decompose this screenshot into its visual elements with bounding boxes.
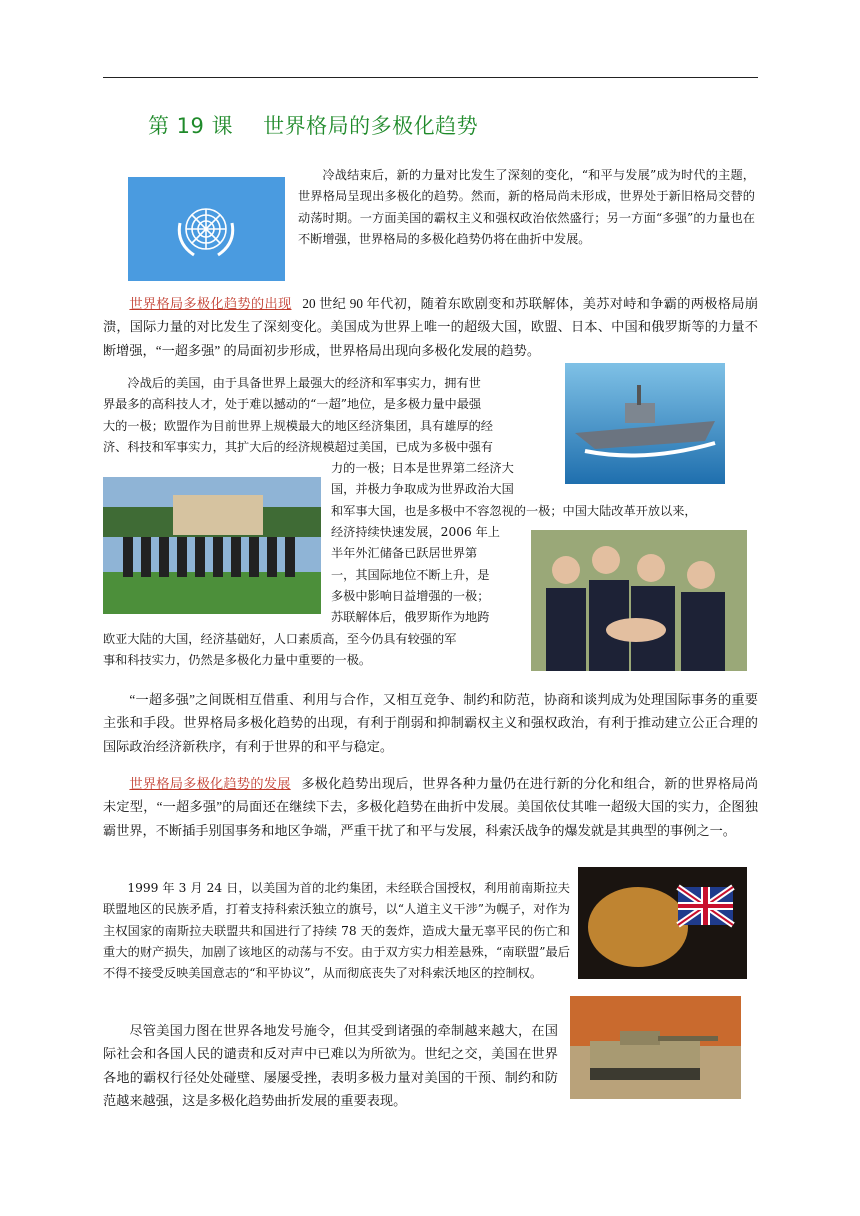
powers-line: 大的一极；欧盟作为目前世界上规模最大的地区经济集团，具有雄厚的经 [103,418,493,433]
burning-flag-photo [578,867,747,979]
header-rule [103,77,758,78]
section1-paragraph [103,292,758,362]
powers-paragraph [103,373,543,458]
powers-line: 界最多的高科技人才，处于难以撼动的“一超”地位，是多极力量中最强 [103,397,482,412]
powers-line: 力的一极；日本是世界第二经济大 [331,461,514,475]
section1-heading-link[interactable]: 世界格局多极化趋势的出现 [129,296,292,311]
powers-paragraph-middle [331,522,526,628]
closing-paragraph [103,1019,558,1113]
powers-line: 济、科技和军事实力，其扩大后的经济规模超过美国，已成为多极中强有 [103,439,493,454]
powers-line: 苏联解体后，俄罗斯作为地跨 [331,610,490,625]
section2-heading-link[interactable]: 世界格局多极化趋势的发展 [129,776,291,791]
section2-paragraph [103,772,758,842]
leaders-handshake-photo [531,530,747,671]
powers-line: 事和科技实力，仍然是多极化力量中重要的一极。 [103,653,372,668]
powers-line: 半年外汇储备已跃居世界第 [331,546,478,561]
closing-text: 尽管美国力图在世界各地发号施令，但其受到诸强的牵制越来越大，在国际社会和各国人民的谴责和反对声中已难以为所欲为。世纪之交，美国在世界各地的霸权行径处处碰壁、屡屡受挫，表明多极力量对美国的干预、制约和防范越来越强，这是多极化趋势曲折发展的重要表现。 [103,1023,558,1109]
powers-line: 多极中影响日益增强的一极； [331,588,490,603]
kosovo-paragraph [103,878,570,984]
cooperation-text: “一超多强”之间既相互借重、利用与合作，又相互竞争、制约和防范，协商和谈判成为处理国际事务的重要主张和手段。世界格局多极化趋势的出现，有利于削弱和抑制霸权主义和强权政治，有利于推动建立公正合理的国际政治经济新秩序，有利于世界的和平与稳定。 [103,692,758,754]
powers-line: 冷战后的美国，由于具备世界上最强大的经济和军事实力，拥有世 [127,376,481,390]
lesson-title: 世界格局的多极化趋势 [263,114,479,138]
powers-line: 一，其国际地位不断上升，是 [331,567,490,582]
kosovo-text: 1999 年 3 月 24 日，以美国为首的北约集团，未经联合国授权，利用前南斯拉夫联盟地区的民族矛盾，打着支持科索沃独立的旗号，以“人道主义干涉”为幌子，对作为主权国家的南斯拉夫联盟共和国进行了持续 78 天的轰炸，造成大量无辜平民的伤亡和重大的财产损失，加剧了该地区的动荡与不安。由于双方实力相差悬殊，“南联盟”最后不得不接受反映美国意志的“和平协议”，从而彻底丧失了对科索沃地区的控制权。 [103,881,570,981]
cooperation-paragraph [103,688,758,758]
powers-line: 和军事大国，也是多极中不容忽视的一极；中国大陆改革开放以来， [331,503,697,518]
powers-line: 欧亚大陆的大国，经济基础好，人口素质高，至今仍具有较强的军 [103,632,457,646]
powers-line: 经济持续快速发展，2006 年上 [331,525,500,539]
intro-text: 冷战结束后，新的力量对比发生了深刻的变化，“和平与发展”成为时代的主题，世界格局呈现出多极化的趋势。然而，新的格局尚未形成，世界处于新旧格局交替的动荡时期。一方面美国的霸权主义和强权政治依然盛行；另一方面“多强”的力量也在不断增强，世界格局的多极化趋势仍将在曲折中发展。 [298,168,755,246]
powers-paragraph-bottom [103,629,528,672]
powers-paragraph-right [331,458,761,522]
intro-paragraph [298,165,755,250]
un-flag-image [128,177,285,281]
lesson-number: 第 19 课 [148,114,234,138]
page-title [148,110,478,140]
section1-text: 20 世纪 90 年代初，随着东欧剧变和苏联解体，美苏对峙和争霸的两极格局崩溃，国际力量的对比发生了深刻变化。美国成为世界上唯一的超级大国，欧盟、日本、中国和俄罗斯等的力量不断增强，“一超多强” 的局面初步形成，世界格局出现向多极化发展的趋势。 [103,296,759,358]
section2-text: 多极化趋势出现后，世界各种力量仍在进行新的分化和组合，新的世界格局尚未定型，“一超多强”的局面还在继续下去，多极化趋势在曲折中发展。美国依仗其唯一超级大国的实力，企图独霸世界，不断插手别国事务和地区争端，严重干扰了和平与发展，科索沃战争的爆发就是其典型的事例之一。 [103,776,759,838]
summit-group-photo [103,477,321,614]
powers-line: 国，并极力争取成为世界政治大国 [331,482,514,497]
tank-photo [570,996,741,1099]
